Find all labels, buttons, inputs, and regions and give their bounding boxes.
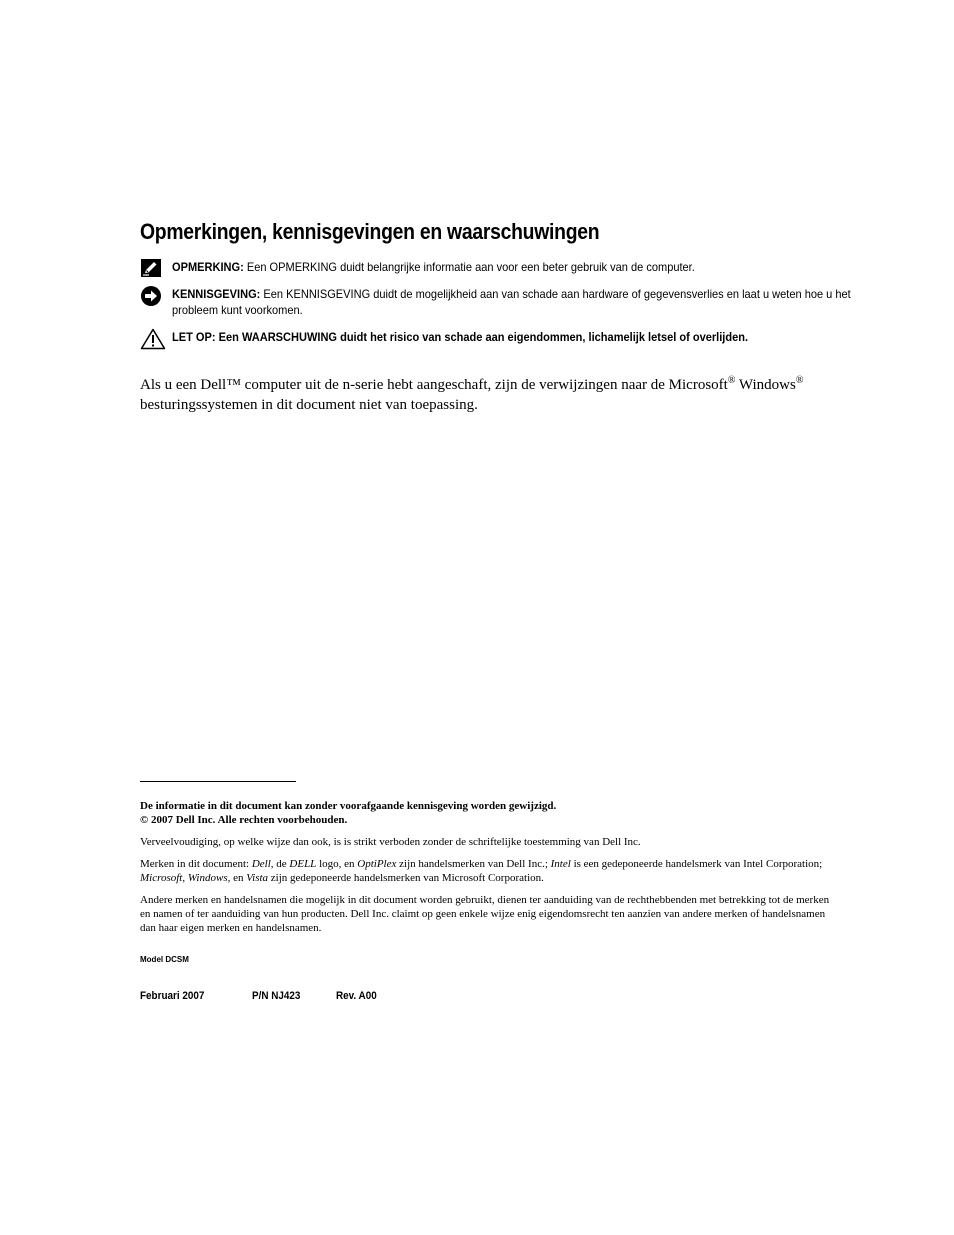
footer-part-number: P/N NJ423 [252, 990, 301, 1002]
legal-trademarks: Merken in dit document: Dell, de DELL logo, en OptiPlex zijn handelsmerken van Dell Inc.; Intel is een gedeponeerde handelsmerk van Intel Corporation; Microsoft, Windows, en Vista zijn gedeponeerde handelsmerken van Microsoft Corporation. [140, 858, 823, 884]
intro-paragraph: Als u een Dell™ computer uit de n-serie hebt aangeschaft, zijn de verwijzingen naar de Microsoft® Windows® besturingssystemen in dit document niet van toepassing. [140, 375, 804, 413]
kennisgeving-label: KENNISGEVING: [172, 287, 261, 301]
legal-copy-restriction: Verveelvoudiging, op welke wijze dan ook, is is strikt verboden zonder de schriftelijke toestemming van Dell Inc. [140, 836, 641, 848]
pencil-note-icon [140, 258, 164, 278]
caution-notice [140, 329, 860, 345]
warning-triangle-icon [140, 328, 164, 348]
arrow-circle-icon [140, 285, 164, 305]
footnote-divider [140, 781, 296, 782]
page-title: Opmerkingen, kennisgevingen en waarschuwingen [140, 219, 600, 244]
note-notice [140, 259, 860, 275]
footer-revision: Rev. A00 [336, 990, 377, 1002]
caution-text: Een WAARSCHUWING duidt het risico van schade aan eigendommen, lichamelijk letsel of overlijden. [218, 330, 749, 344]
legal-notice-bold: De informatie in dit document kan zonder voorafgaande kennisgeving worden gewijzigd. © 2007 Dell Inc. Alle rechten voorbehouden. [140, 800, 557, 826]
model-number: Model DCSM [140, 955, 189, 964]
kennisgeving-notice [140, 286, 860, 318]
note-text: Een OPMERKING duidt belangrijke informatie aan voor een beter gebruik van de computer. [246, 260, 695, 274]
footer-date: Februari 2007 [140, 990, 205, 1002]
kennisgeving-text: Een KENNISGEVING duidt de mogelijkheid aan van schade aan hardware of gegevensverlies en laat u weten hoe u het probleem kunt voorkomen. [172, 287, 851, 317]
legal-other-trademarks: Andere merken en handelsnamen die mogelijk in dit document worden gebruikt, dienen ter aanduiding van de rechthebbenden met betrekking tot de merken en namen of ter aanduiding van hun producten. Dell Inc. claimt op geen enkele wijze enig eigendomsrecht ten aanzien van andere merken of handelsnamen dan haar eigen merken en handelsnamen. [140, 894, 830, 934]
note-label: OPMERKING: [172, 260, 244, 274]
caution-label: LET OP: [172, 330, 216, 344]
